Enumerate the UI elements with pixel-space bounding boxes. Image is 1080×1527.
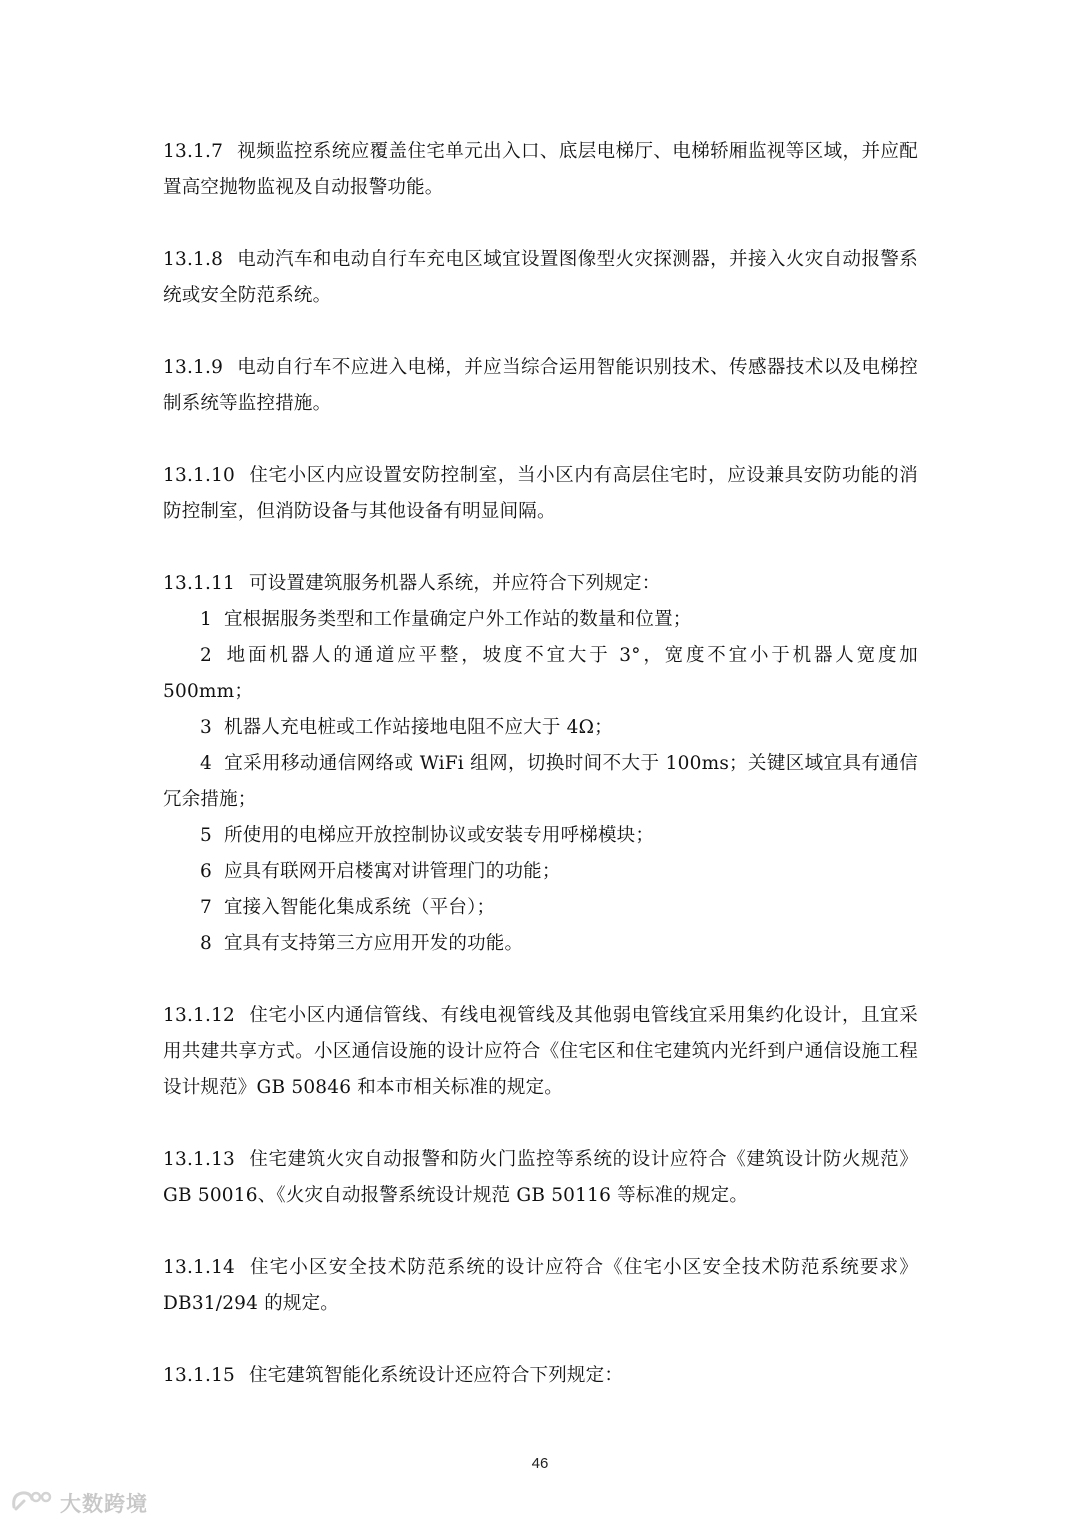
clause-text: 视频监控系统应覆盖住宅单元出入口、底层电梯厅、电梯轿厢监视等区域，并应配置高空抛物监视及自动报警功能。 <box>163 141 918 198</box>
item-number: 6 <box>200 861 212 882</box>
clause-13-1-15 <box>163 1358 918 1394</box>
clause-number: 13.1.9 <box>163 357 224 378</box>
item-text: 机器人充电桩或工作站接地电阻不应大于 4Ω； <box>223 717 613 738</box>
list-item <box>163 638 918 710</box>
clause-text: 住宅建筑智能化系统设计还应符合下列规定： <box>249 1365 624 1386</box>
list-item <box>163 818 918 854</box>
item-number: 5 <box>200 825 212 846</box>
item-text: 宜接入智能化集成系统（平台）； <box>223 897 496 918</box>
list-item <box>163 602 918 638</box>
item-text: 所使用的电梯应开放控制协议或安装专用呼梯模块； <box>223 825 655 846</box>
clause-13-1-12 <box>163 998 918 1106</box>
list-item <box>163 746 918 818</box>
item-text: 宜采用移动通信网络或 WiFi 组网，切换时间不大于 100ms；关键区域宜具有通信冗余措施； <box>163 753 918 810</box>
list-item <box>163 926 918 962</box>
item-number: 3 <box>200 717 212 738</box>
clause-text: 住宅小区安全技术防范系统的设计应符合《住宅小区安全技术防范系统要求》DB31/294 的规定。 <box>163 1257 918 1314</box>
clause-number: 13.1.8 <box>163 249 224 270</box>
item-text: 宜根据服务类型和工作量确定户外工作站的数量和位置； <box>223 609 692 630</box>
clause-13-1-13 <box>163 1142 918 1214</box>
clause-13-1-7 <box>163 134 918 206</box>
item-text: 地面机器人的通道应平整，坡度不宜大于 3°，宽度不宜小于机器人宽度加 500mm； <box>163 645 918 702</box>
watermark <box>10 1487 148 1519</box>
clause-item-list <box>163 602 918 962</box>
logo-icon <box>10 1487 54 1519</box>
clause-13-1-11 <box>163 566 918 962</box>
page-number: 46 <box>531 1455 549 1472</box>
clause-number: 13.1.7 <box>163 141 224 162</box>
item-text: 应具有联网开启楼寓对讲管理门的功能； <box>223 861 561 882</box>
clause-text: 可设置建筑服务机器人系统，并应符合下列规定： <box>249 573 661 594</box>
item-number: 4 <box>200 753 212 774</box>
clause-text: 住宅建筑火灾自动报警和防火门监控等系统的设计应符合《建筑设计防火规范》GB 50016、《火灾自动报警系统设计规范 GB 50116 等标准的规定。 <box>163 1149 918 1206</box>
clause-13-1-10 <box>163 458 918 530</box>
clause-number: 13.1.14 <box>163 1257 236 1278</box>
clause-13-1-8 <box>163 242 918 314</box>
watermark-text: 大数跨境 <box>60 1492 148 1516</box>
item-number: 2 <box>200 645 212 666</box>
clause-number: 13.1.11 <box>163 573 236 594</box>
clause-text: 电动自行车不应进入电梯，并应当综合运用智能识别技术、传感器技术以及电梯控制系统等监控措施。 <box>163 357 918 414</box>
item-number: 7 <box>200 897 212 918</box>
clause-number: 13.1.15 <box>163 1365 236 1386</box>
list-item <box>163 710 918 746</box>
clause-text: 住宅小区内应设置安防控制室，当小区内有高层住宅时，应设兼具安防功能的消防控制室，但消防设备与其他设备有明显间隔。 <box>163 465 918 522</box>
document-body <box>163 134 918 1430</box>
clause-13-1-9 <box>163 350 918 422</box>
list-item <box>163 854 918 890</box>
clause-number: 13.1.10 <box>163 465 236 486</box>
clause-head <box>163 566 918 602</box>
item-text: 宜具有支持第三方应用开发的功能。 <box>223 933 524 954</box>
clause-text: 住宅小区内通信管线、有线电视管线及其他弱电管线宜采用集约化设计，且宜采用共建共享方式。小区通信设施的设计应符合《住宅区和住宅建筑内光纤到户通信设施工程设计规范》GB 50846 和本市相关标准的规定。 <box>163 1005 918 1098</box>
clause-13-1-14 <box>163 1250 918 1322</box>
item-number: 1 <box>200 609 212 630</box>
item-number: 8 <box>200 933 212 954</box>
clause-number: 13.1.12 <box>163 1005 236 1026</box>
clause-number: 13.1.13 <box>163 1149 236 1170</box>
clause-text: 电动汽车和电动自行车充电区域宜设置图像型火灾探测器，并接入火灾自动报警系统或安全防范系统。 <box>163 249 918 306</box>
list-item <box>163 890 918 926</box>
